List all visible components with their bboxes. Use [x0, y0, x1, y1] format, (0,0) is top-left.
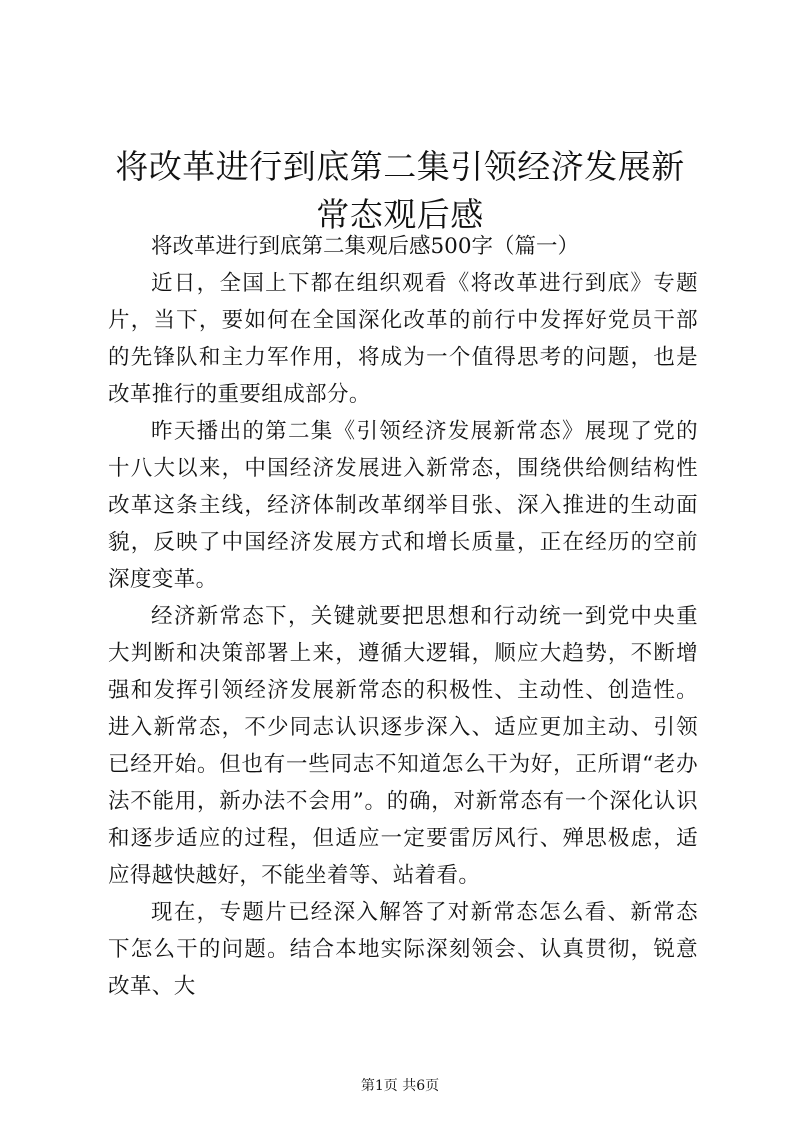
page-number-footer: 第1页 共6页 [360, 1078, 440, 1094]
paragraph-2: 昨天播出的第二集《引领经济发展新常态》展现了党的十八大以来，中国经济发展进入新常态，围绕供给侧结构性改革这条主线，经济体制改革纲举目张、深入推进的生动面貌，反映了中国经济发展方式和增长质量，正在经历的空前深度变革。 [108, 419, 698, 592]
document-body [108, 228, 698, 1005]
paragraph-1: 近日，全国上下都在组织观看《将改革进行到底》专题片，当下，要如何在全国深化改革的前行中发挥好党员干部的先锋队和主力军作用，将成为一个值得思考的问题，也是改革推行的重要组成部分。 [108, 271, 698, 407]
section-heading: 将改革进行到底第二集观后感500字（篇一） [151, 234, 580, 259]
paragraph-3: 经济新常态下，关键就要把思想和行动统一到党中央重大判断和决策部署上来，遵循大逻辑，顺应大趋势，不断增强和发挥引领经济发展新常态的积极性、主动性、创造性。进入新常态，不少同志认识逐步深入、适应更加主动、引领已经开始。但也有一些同志不知道怎么干为好，正所谓“老办法不能用，新办法不会用”。的确，对新常态有一个深化认识和逐步适应的过程，但适应一定要雷厉风行、殚思极虑，适应得越快越好，不能坐着等、站着看。 [108, 604, 698, 888]
paragraph-4: 现在，专题片已经深入解答了对新常态怎么看、新常态下怎么干的问题。结合本地实际深刻领会、认真贯彻，锐意改革、大 [108, 900, 698, 999]
document-title: 将改革进行到底第二集引领经济发展新常态观后感 [115, 147, 685, 234]
